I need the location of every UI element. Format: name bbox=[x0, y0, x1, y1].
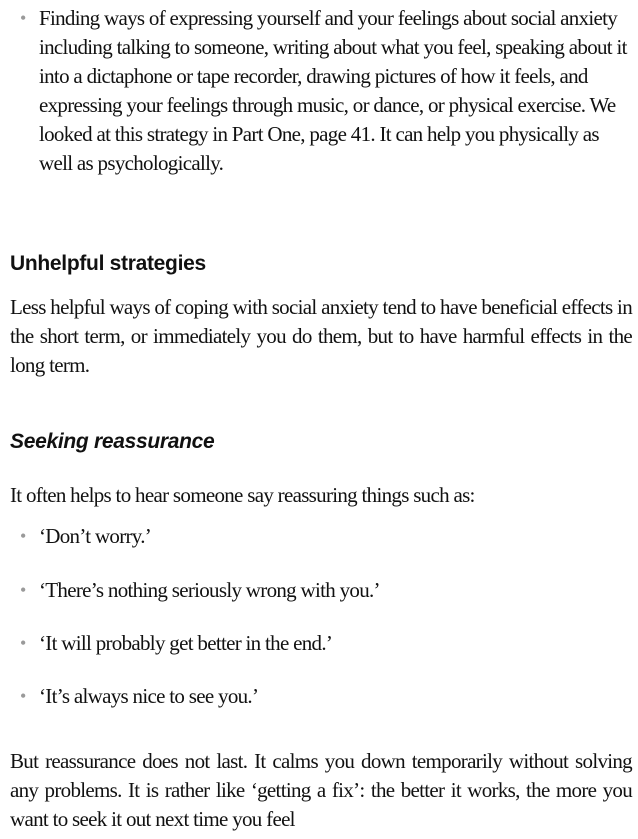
bullet-icon: • bbox=[20, 8, 26, 28]
body-paragraph-intro: It often helps to hear someone say reassuring things such as: bbox=[10, 483, 475, 507]
list-item-text: ‘There’s nothing seriously wrong with you.’ bbox=[39, 578, 380, 602]
bullet-icon: • bbox=[20, 580, 26, 600]
bullet-icon: • bbox=[20, 526, 26, 546]
list-item-text: ‘Don’t worry.’ bbox=[39, 524, 152, 548]
body-paragraph-closing: But reassurance does not last. It calms you down temporarily without solving any problems. It is rather like ‘getting a fix’: the better it works, the more you want to seek it out next time you feel bbox=[10, 749, 632, 831]
list-item-text: ‘It’s always nice to see you.’ bbox=[39, 684, 259, 708]
body-paragraph: Less helpful ways of coping with social anxiety tend to have beneficial effects in the short term, or immediately you do them, but to have harmful effects in the long term. bbox=[10, 295, 632, 377]
bullet-icon: • bbox=[20, 686, 26, 706]
list-item-text: Finding ways of expressing yourself and your feelings about social anxiety including talking to someone, writing about what you feel, speaking about it into a dictaphone or tape recorder, drawing pictures of how it feels, and expressing your feelings through music, or dance, or physical exercise. We looked at this strategy in Part One, page 41. It can help you physically as well as psychologically. bbox=[39, 6, 627, 175]
list-item-text: ‘It will probably get better in the end.’ bbox=[39, 631, 333, 655]
section-heading: Unhelpful strategies bbox=[10, 252, 206, 275]
bullet-icon: • bbox=[20, 633, 26, 653]
subsection-heading: Seeking reassurance bbox=[10, 430, 215, 453]
